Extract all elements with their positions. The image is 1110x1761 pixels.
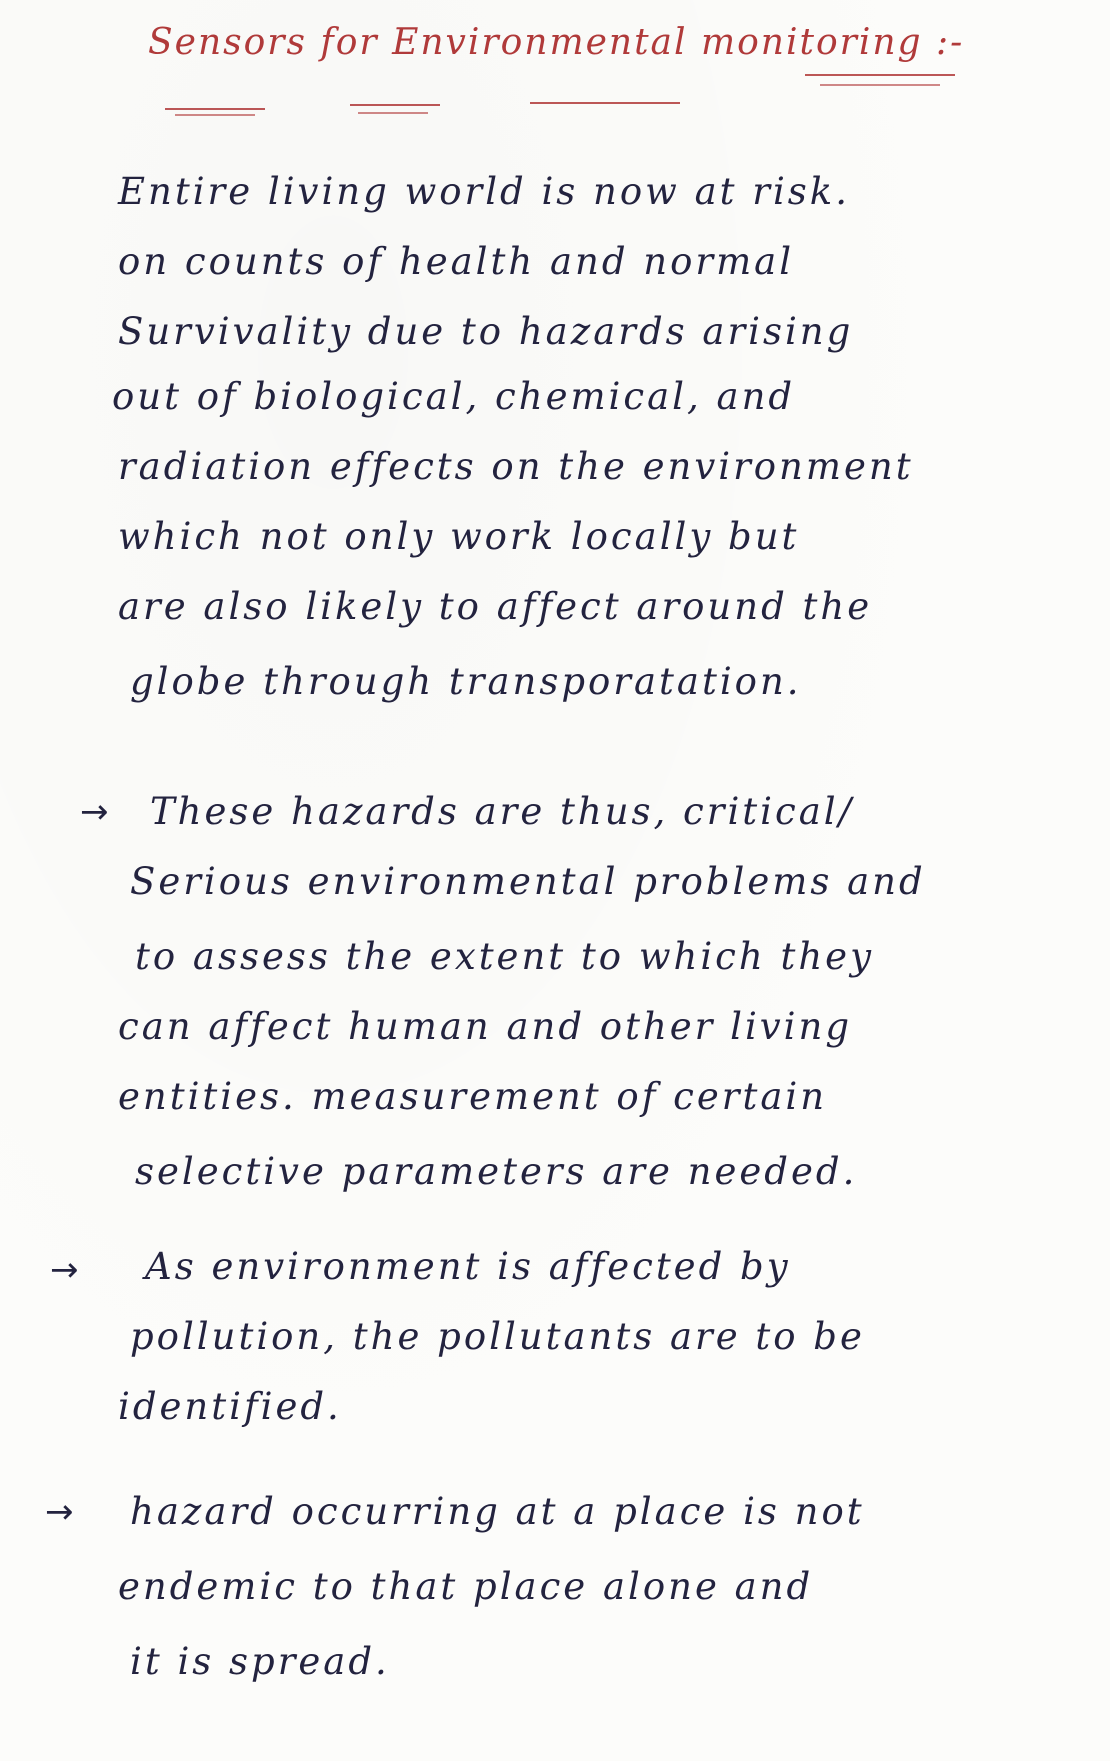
title-underline [820, 84, 940, 86]
text-line: entities. measurement of certain [118, 1075, 828, 1118]
text-line: out of biological, chemical, and [112, 375, 796, 418]
text-line: As environment is affected by [145, 1245, 791, 1288]
text-line: it is spread. [130, 1640, 390, 1683]
text-line: Serious environmental problems and [130, 860, 926, 903]
arrow-bullet-icon: → [80, 792, 109, 832]
arrow-bullet-icon: → [50, 1250, 79, 1290]
text-line: endemic to that place alone and [118, 1565, 814, 1608]
text-line: hazard occurring at a place is not [130, 1490, 865, 1533]
text-line: are also likely to affect around the [118, 585, 873, 628]
title-underline [530, 102, 680, 104]
text-line: radiation effects on the environment [118, 445, 914, 488]
title-underline [175, 114, 255, 116]
text-line: globe through transporatation. [130, 660, 802, 703]
title-underline [805, 74, 955, 76]
text-line: which not only work locally but [118, 515, 800, 558]
text-line: Entire living world is now at risk. [118, 170, 850, 213]
text-line: on counts of health and normal [118, 240, 795, 283]
page-title: Sensors for Environmental monitoring :- [148, 22, 965, 63]
title-underline [350, 104, 440, 106]
text-line: Survivality due to hazards arising [118, 310, 854, 353]
text-line: pollution, the pollutants are to be [130, 1315, 865, 1358]
text-line: can affect human and other living [118, 1005, 853, 1048]
title-underline [358, 112, 428, 114]
text-line: selective parameters are needed. [135, 1150, 858, 1193]
text-line: These hazards are thus, critical/ [150, 790, 855, 833]
title-underline [165, 108, 265, 110]
text-line: identified. [118, 1385, 342, 1428]
text-line: to assess the extent to which they [135, 935, 874, 978]
arrow-bullet-icon: → [45, 1492, 74, 1532]
